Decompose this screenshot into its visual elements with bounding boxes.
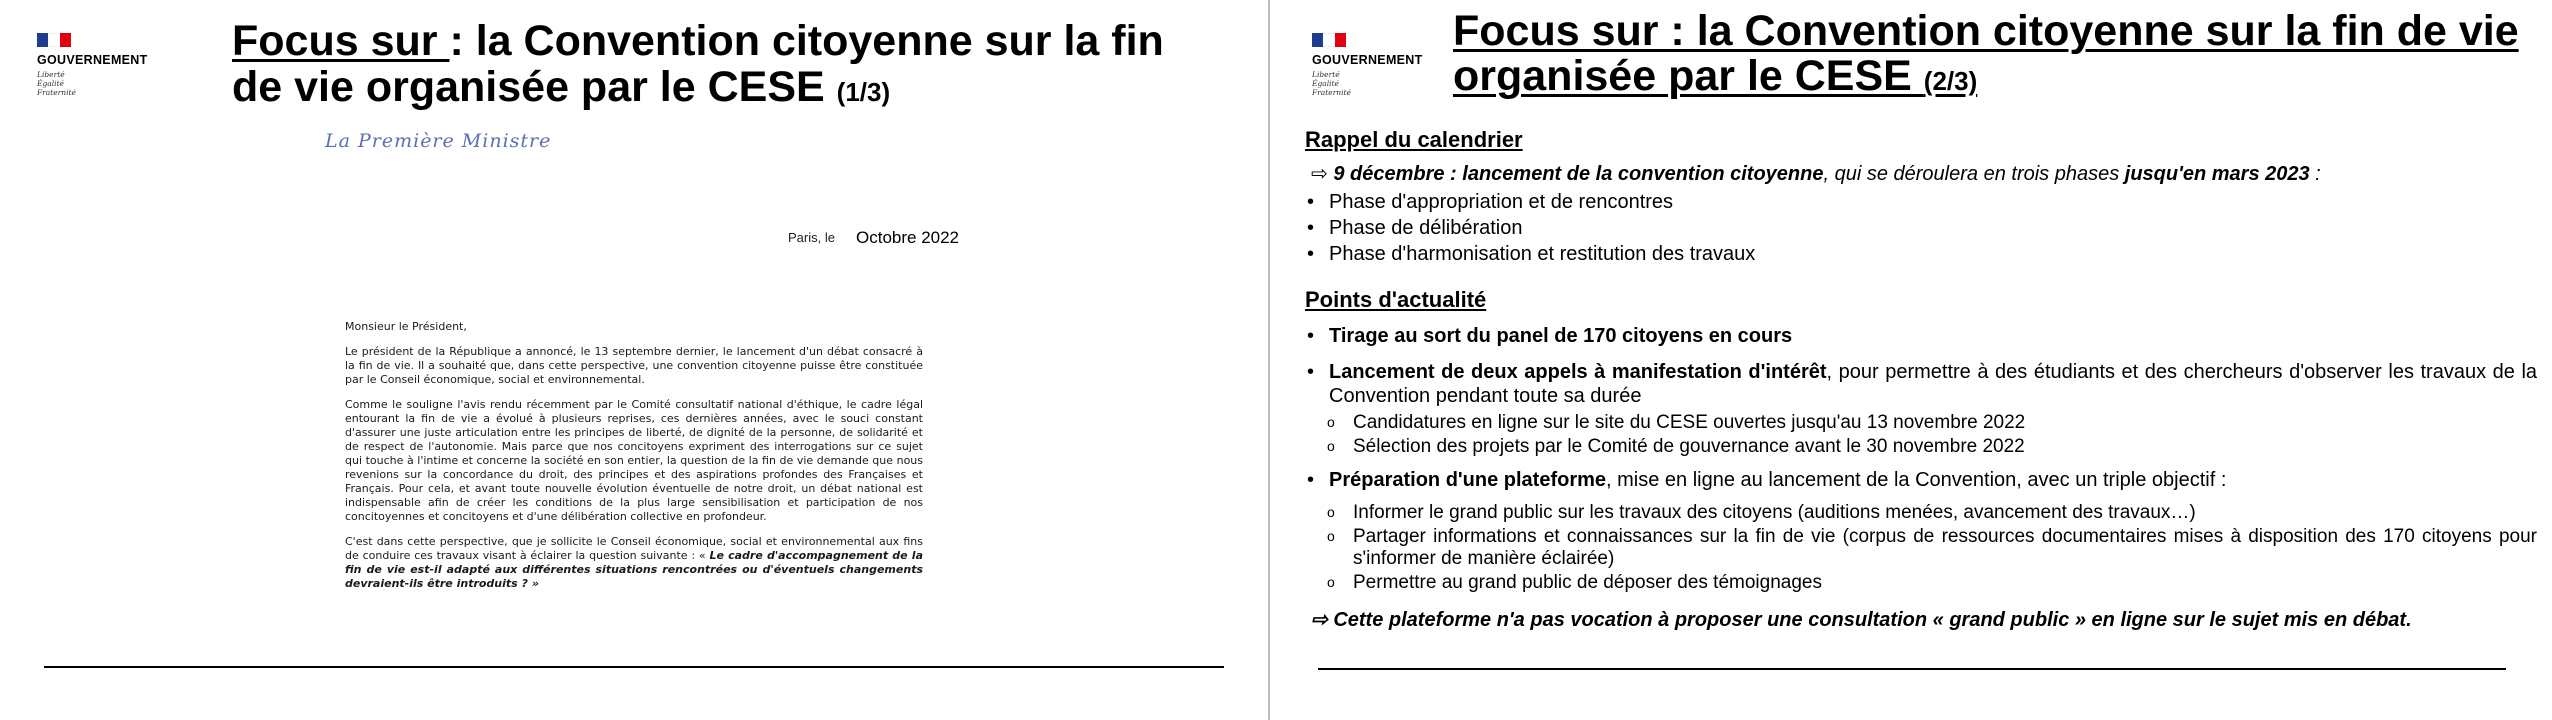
place-label: Paris, le <box>788 230 835 245</box>
letter-date: Octobre 2022 <box>856 228 960 247</box>
slide-1 <box>0 0 1270 720</box>
final-note: ⇨ Cette plateforme n'a pas vocation à proposer une consultation « grand public » en ligne sur le sujet mis en débat. <box>1311 609 2412 631</box>
list-item: • Tirage au sort du panel de 170 citoyens en cours <box>1305 324 2537 348</box>
divider <box>44 666 1224 668</box>
right-outline-arrow-icon: ⇨ <box>1311 163 1328 185</box>
logo-name: GOUVERNEMENT <box>37 53 148 67</box>
news-heading: Points d'actualité <box>1305 287 1487 312</box>
page-indicator: (2/3) <box>1923 66 1978 96</box>
slide-2-title: Focus sur : la Convention citoyenne sur la fin de vie organisée par le CESE (2/3) <box>1453 7 2519 100</box>
sub-list-item: o Informer le grand public sur les travaux des citoyens (auditions menées, avancement des travaux…) <box>1305 502 2537 524</box>
french-flag-icon <box>1312 33 1346 47</box>
sub-list-item: o Candidatures en ligne sur le site du CESE ouvertes jusqu'au 13 novembre 2022 <box>1305 412 2537 434</box>
list-item: • Phase d'harmonisation et restitution des travaux <box>1305 242 2537 266</box>
slide-2-content <box>1305 128 2537 632</box>
list-item: • Phase d'appropriation et de rencontres <box>1305 190 2537 214</box>
page-indicator: (1/3) <box>836 77 891 107</box>
list-item: • Préparation d'une plateforme, mise en ligne au lancement de la Convention, avec un triple objectif : <box>1305 468 2537 492</box>
slide-2 <box>1272 0 2552 720</box>
list-item: • Lancement de deux appels à manifestation d'intérêt, pour permettre à des étudiants et des chercheurs d'observer les travaux de la Convention pendant toute sa durée <box>1305 360 2537 408</box>
government-logo <box>37 33 148 97</box>
government-logo <box>1312 33 1423 97</box>
letter-greeting: Monsieur le Président, <box>345 320 467 333</box>
sub-list <box>1305 502 2537 594</box>
letter-body <box>345 320 923 602</box>
sub-list-item: o Partager informations et connaissances sur la fin de vie (corpus de ressources documentaires mises à disposition des 170 citoyens pour s'informer de manière éclairée) <box>1305 526 2537 570</box>
calendar-arrow-line: ⇨ 9 décembre : lancement de la convention citoyenne, qui se déroulera en trois phases jusqu'en mars 2023 : <box>1311 163 2321 185</box>
letter-paragraph: Le président de la République a annoncé, le 13 septembre dernier, le lancement d'un débat consacré à la fin de vie. Il a souhaité que, dans cette perspective, une convention citoyenne puisse être constituée par le Conseil économique, social et environnemental. <box>345 345 923 386</box>
french-flag-icon <box>37 33 71 47</box>
phases-list <box>1305 190 2537 266</box>
logo-name: GOUVERNEMENT <box>1312 53 1423 67</box>
logo-motto: Liberté Égalité Fraternité <box>1312 70 1351 97</box>
sub-list-item: o Sélection des projets par le Comité de gouvernance avant le 30 novembre 2022 <box>1305 436 2537 458</box>
letter-paragraph: C'est dans cette perspective, que je sollicite le Conseil économique, social et environnemental aux fins de conduire ces travaux visant à éclairer la question suivante : « Le cadre d'accompagnement de la fin de vie est-il adapté aux différentes situations rencontrées ou d'éventuels changements devraient-ils être introduits ? » <box>345 535 923 590</box>
slide-1-title: Focus sur : la Convention citoyenne sur la fin de vie organisée par le CESE (1/3) <box>232 17 1164 111</box>
letter-paragraph: Comme le souligne l'avis rendu récemment par le Comité consultatif national d'éthique, le cadre légal entourant la fin de vie a évolué à plusieurs reprises, ces dernières années, avec le souci constant d'assurer une juste articulation entre les principes de liberté, de dignité de la personne, de solidarité et de respect de l'autonomie. Mais parce que nos concitoyens expriment des interrogations sur ce sujet qui touche à l'intime et concerne la société en son entier, la question de la fin de vie demande que nous revenions sur la concordance du droit, des principes et des aspirations profondes des Françaises et Français. Pour cela, et avant toute nouvelle évolution éventuelle de notre droit, un débat national est indispensable afin de créer les conditions de la plus large sensibilisation et participation de nos concitoyennes et concitoyens et d'une délibération collective en profondeur. <box>345 398 923 523</box>
sub-list <box>1305 412 2537 458</box>
logo-motto: Liberté Égalité Fraternité <box>37 70 76 97</box>
calendar-heading: Rappel du calendrier <box>1305 127 1523 152</box>
divider <box>1318 668 2506 670</box>
right-outline-arrow-icon: ⇨ <box>1311 609 1328 631</box>
sub-list-item: o Permettre au grand public de déposer des témoignages <box>1305 572 2537 594</box>
list-item: • Phase de délibération <box>1305 216 2537 240</box>
letterhead-signature: La Première Ministre <box>325 130 552 152</box>
news-list <box>1305 324 2537 408</box>
news-list <box>1305 468 2537 492</box>
